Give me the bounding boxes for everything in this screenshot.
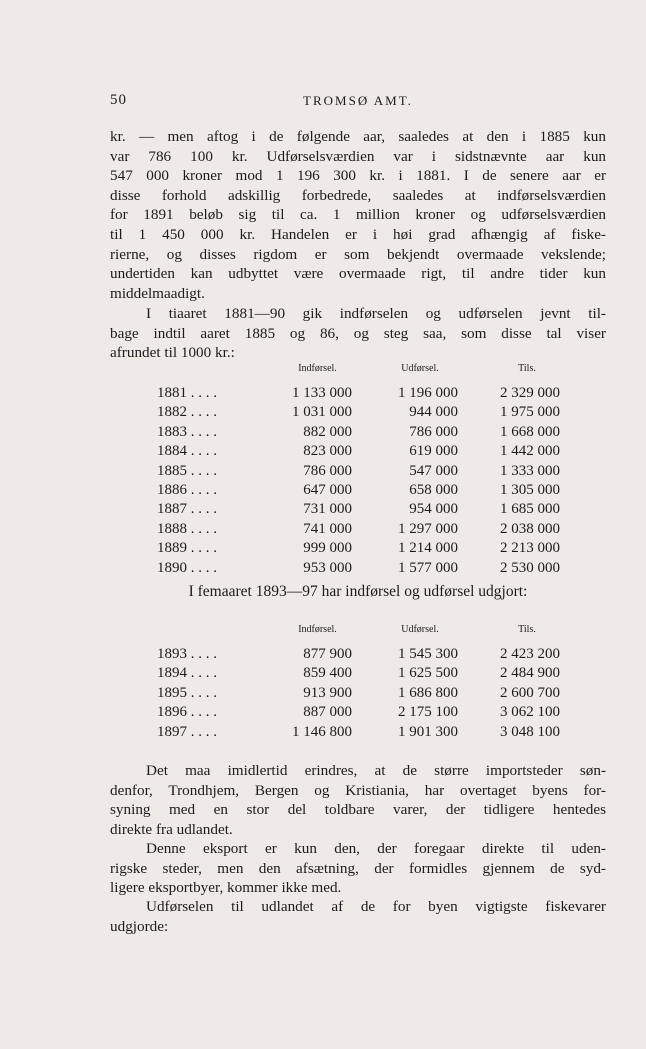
cell-total: 2 213 000 <box>500 540 560 557</box>
cell-import: 1 133 000 <box>292 385 352 401</box>
cell-year: 1886 . . . . <box>157 482 217 498</box>
table-row <box>150 385 570 405</box>
header-import: Indførsel. <box>298 363 337 374</box>
running-title: TROMSØ AMT. <box>303 93 413 108</box>
text-line: udgjorde: <box>110 917 169 935</box>
page-header <box>110 92 606 114</box>
text-line: disse forhold adskillig forbedrede, saaledes at indførselsværdien <box>110 186 606 204</box>
cell-export: 1 214 000 <box>398 540 458 557</box>
table-row <box>150 560 570 580</box>
paragraph-fish-exports <box>110 897 606 936</box>
table-row <box>150 463 570 483</box>
header-total: Tils. <box>518 363 536 374</box>
cell-import: 859 400 <box>303 665 352 682</box>
cell-year: 1888 . . . . <box>157 520 217 537</box>
cell-total: 2 329 000 <box>500 385 560 401</box>
cell-total: 3 048 100 <box>500 723 560 740</box>
cell-export: 1 686 800 <box>398 684 458 701</box>
cell-total: 1 668 000 <box>500 423 560 440</box>
cell-year: 1883 . . . . <box>157 423 217 440</box>
cell-total: 2 530 000 <box>500 559 560 576</box>
text-line: denfor, Trondhjem, Bergen og Kristiania, har overtaget byens for- <box>110 781 606 799</box>
cell-import: 647 000 <box>303 482 352 498</box>
paragraph-decade-intro <box>110 304 606 363</box>
table-row <box>150 424 570 444</box>
text-line: rierne, og disses rigdom er som bekjendt overmaade vekslende; <box>110 245 606 263</box>
cell-year: 1895 . . . . <box>157 684 217 701</box>
table-row <box>150 482 570 502</box>
text-line: 547 000 kroner mod 1 196 300 kr. i 1881. I de senere aar er <box>110 167 606 185</box>
table-row <box>150 685 570 705</box>
cell-export: 658 000 <box>409 482 458 498</box>
cell-year: 1894 . . . . <box>157 665 217 682</box>
cell-total: 1 442 000 <box>500 443 560 460</box>
cell-export: 1 577 000 <box>398 559 458 576</box>
header-total: Tils. <box>518 624 536 635</box>
table-header <box>150 624 570 640</box>
cell-import: 1 031 000 <box>292 404 352 421</box>
text-line: for 1891 beløb sig til ca. 1 million kroner og udførselsværdien <box>110 206 606 224</box>
text-line: rigske steder, men den afsætning, der formidles gjennem de syd- <box>110 859 606 877</box>
cell-export: 619 000 <box>409 443 458 460</box>
cell-year: 1893 . . . . <box>157 646 217 662</box>
text-line: til 1 450 000 kr. Handelen er i høi grad afhængig af fiske- <box>110 225 606 243</box>
cell-import: 999 000 <box>303 540 352 557</box>
text-line: ligere eksportbyer, kommer ikke med. <box>110 879 342 897</box>
text-line: kr. — men aftog i de følgende aar, saaledes at den i 1885 kun <box>110 128 606 145</box>
header-import: Indførsel. <box>298 624 337 635</box>
cell-year: 1885 . . . . <box>157 462 217 479</box>
cell-total: 2 038 000 <box>500 520 560 537</box>
table-row <box>150 646 570 666</box>
five-year-intro: I femaaret 1893—97 har indførsel og udførsel udgjort: <box>188 583 528 600</box>
table-row <box>150 521 570 541</box>
table-row <box>150 704 570 724</box>
cell-year: 1887 . . . . <box>157 501 217 518</box>
text-line: direkte fra udlandet. <box>110 820 233 838</box>
cell-export: 954 000 <box>409 501 458 518</box>
table-row <box>150 501 570 521</box>
cell-year: 1889 . . . . <box>157 540 217 557</box>
header-export: Udførsel. <box>401 363 439 374</box>
cell-export: 1 625 500 <box>398 665 458 682</box>
cell-export: 1 196 000 <box>398 385 458 401</box>
paragraph-import-centers <box>110 761 606 839</box>
cell-import: 731 000 <box>303 501 352 518</box>
cell-year: 1890 . . . . <box>157 559 217 576</box>
cell-import: 887 000 <box>303 704 352 721</box>
text-line: Denne eksport er kun den, der foregaar direkte til uden- <box>146 840 606 857</box>
text-line: undertiden kan udbyttet være overmaade rigt, til andre tider kun <box>110 265 606 283</box>
text-line: Udførselen til udlandet af de for byen vigtigste fiskevarer <box>146 898 606 915</box>
page-number: 50 <box>110 92 127 108</box>
cell-year: 1884 . . . . <box>157 443 217 460</box>
cell-import: 877 900 <box>303 646 352 662</box>
text-line: middelmaadigt. <box>110 284 205 302</box>
cell-import: 741 000 <box>303 520 352 537</box>
cell-total: 1 305 000 <box>500 482 560 498</box>
cell-import: 823 000 <box>303 443 352 460</box>
cell-total: 2 600 700 <box>500 684 560 701</box>
cell-total: 3 062 100 <box>500 704 560 721</box>
text-line: afrundet til 1000 kr.: <box>110 344 235 362</box>
cell-export: 1 545 300 <box>398 646 458 662</box>
table-row <box>150 724 570 744</box>
cell-year: 1882 . . . . <box>157 404 217 421</box>
cell-import: 882 000 <box>303 423 352 440</box>
cell-export: 547 000 <box>409 462 458 479</box>
paragraph-trade-history <box>110 127 606 303</box>
table-row <box>150 665 570 685</box>
cell-export: 944 000 <box>409 404 458 421</box>
text-line: var 786 100 kr. Udførselsværdien var i sidstnævnte aar kun <box>110 147 606 165</box>
cell-import: 913 900 <box>303 684 352 701</box>
cell-year: 1897 . . . . <box>157 723 217 740</box>
cell-import: 786 000 <box>303 462 352 479</box>
cell-export: 1 297 000 <box>398 520 458 537</box>
cell-total: 1 333 000 <box>500 462 560 479</box>
table-row <box>150 443 570 463</box>
cell-total: 2 484 900 <box>500 665 560 682</box>
cell-export: 786 000 <box>409 423 458 440</box>
text-line: syning med en stor del toldbare varer, der tidligere hentedes <box>110 801 606 819</box>
table-row <box>150 540 570 560</box>
cell-total: 1 975 000 <box>500 404 560 421</box>
cell-total: 1 685 000 <box>500 501 560 518</box>
cell-total: 2 423 200 <box>500 646 560 662</box>
cell-import: 1 146 800 <box>292 723 352 740</box>
text-line: Det maa imidlertid erindres, at de større importsteder søn- <box>146 762 606 779</box>
cell-year: 1896 . . . . <box>157 704 217 721</box>
paragraph-export-note <box>110 839 606 898</box>
text-line: I tiaaret 1881—90 gik indførselen og udførselen jevnt til- <box>146 305 606 322</box>
cell-year: 1881 . . . . <box>157 385 217 401</box>
cell-export: 1 901 300 <box>398 723 458 740</box>
cell-export: 2 175 100 <box>398 704 458 721</box>
cell-import: 953 000 <box>303 559 352 576</box>
text-line: bage indtil aaret 1885 og 86, og steg saa, som disse tal viser <box>110 324 606 342</box>
table-row <box>150 404 570 424</box>
header-export: Udførsel. <box>401 624 439 635</box>
table-header <box>150 363 570 379</box>
